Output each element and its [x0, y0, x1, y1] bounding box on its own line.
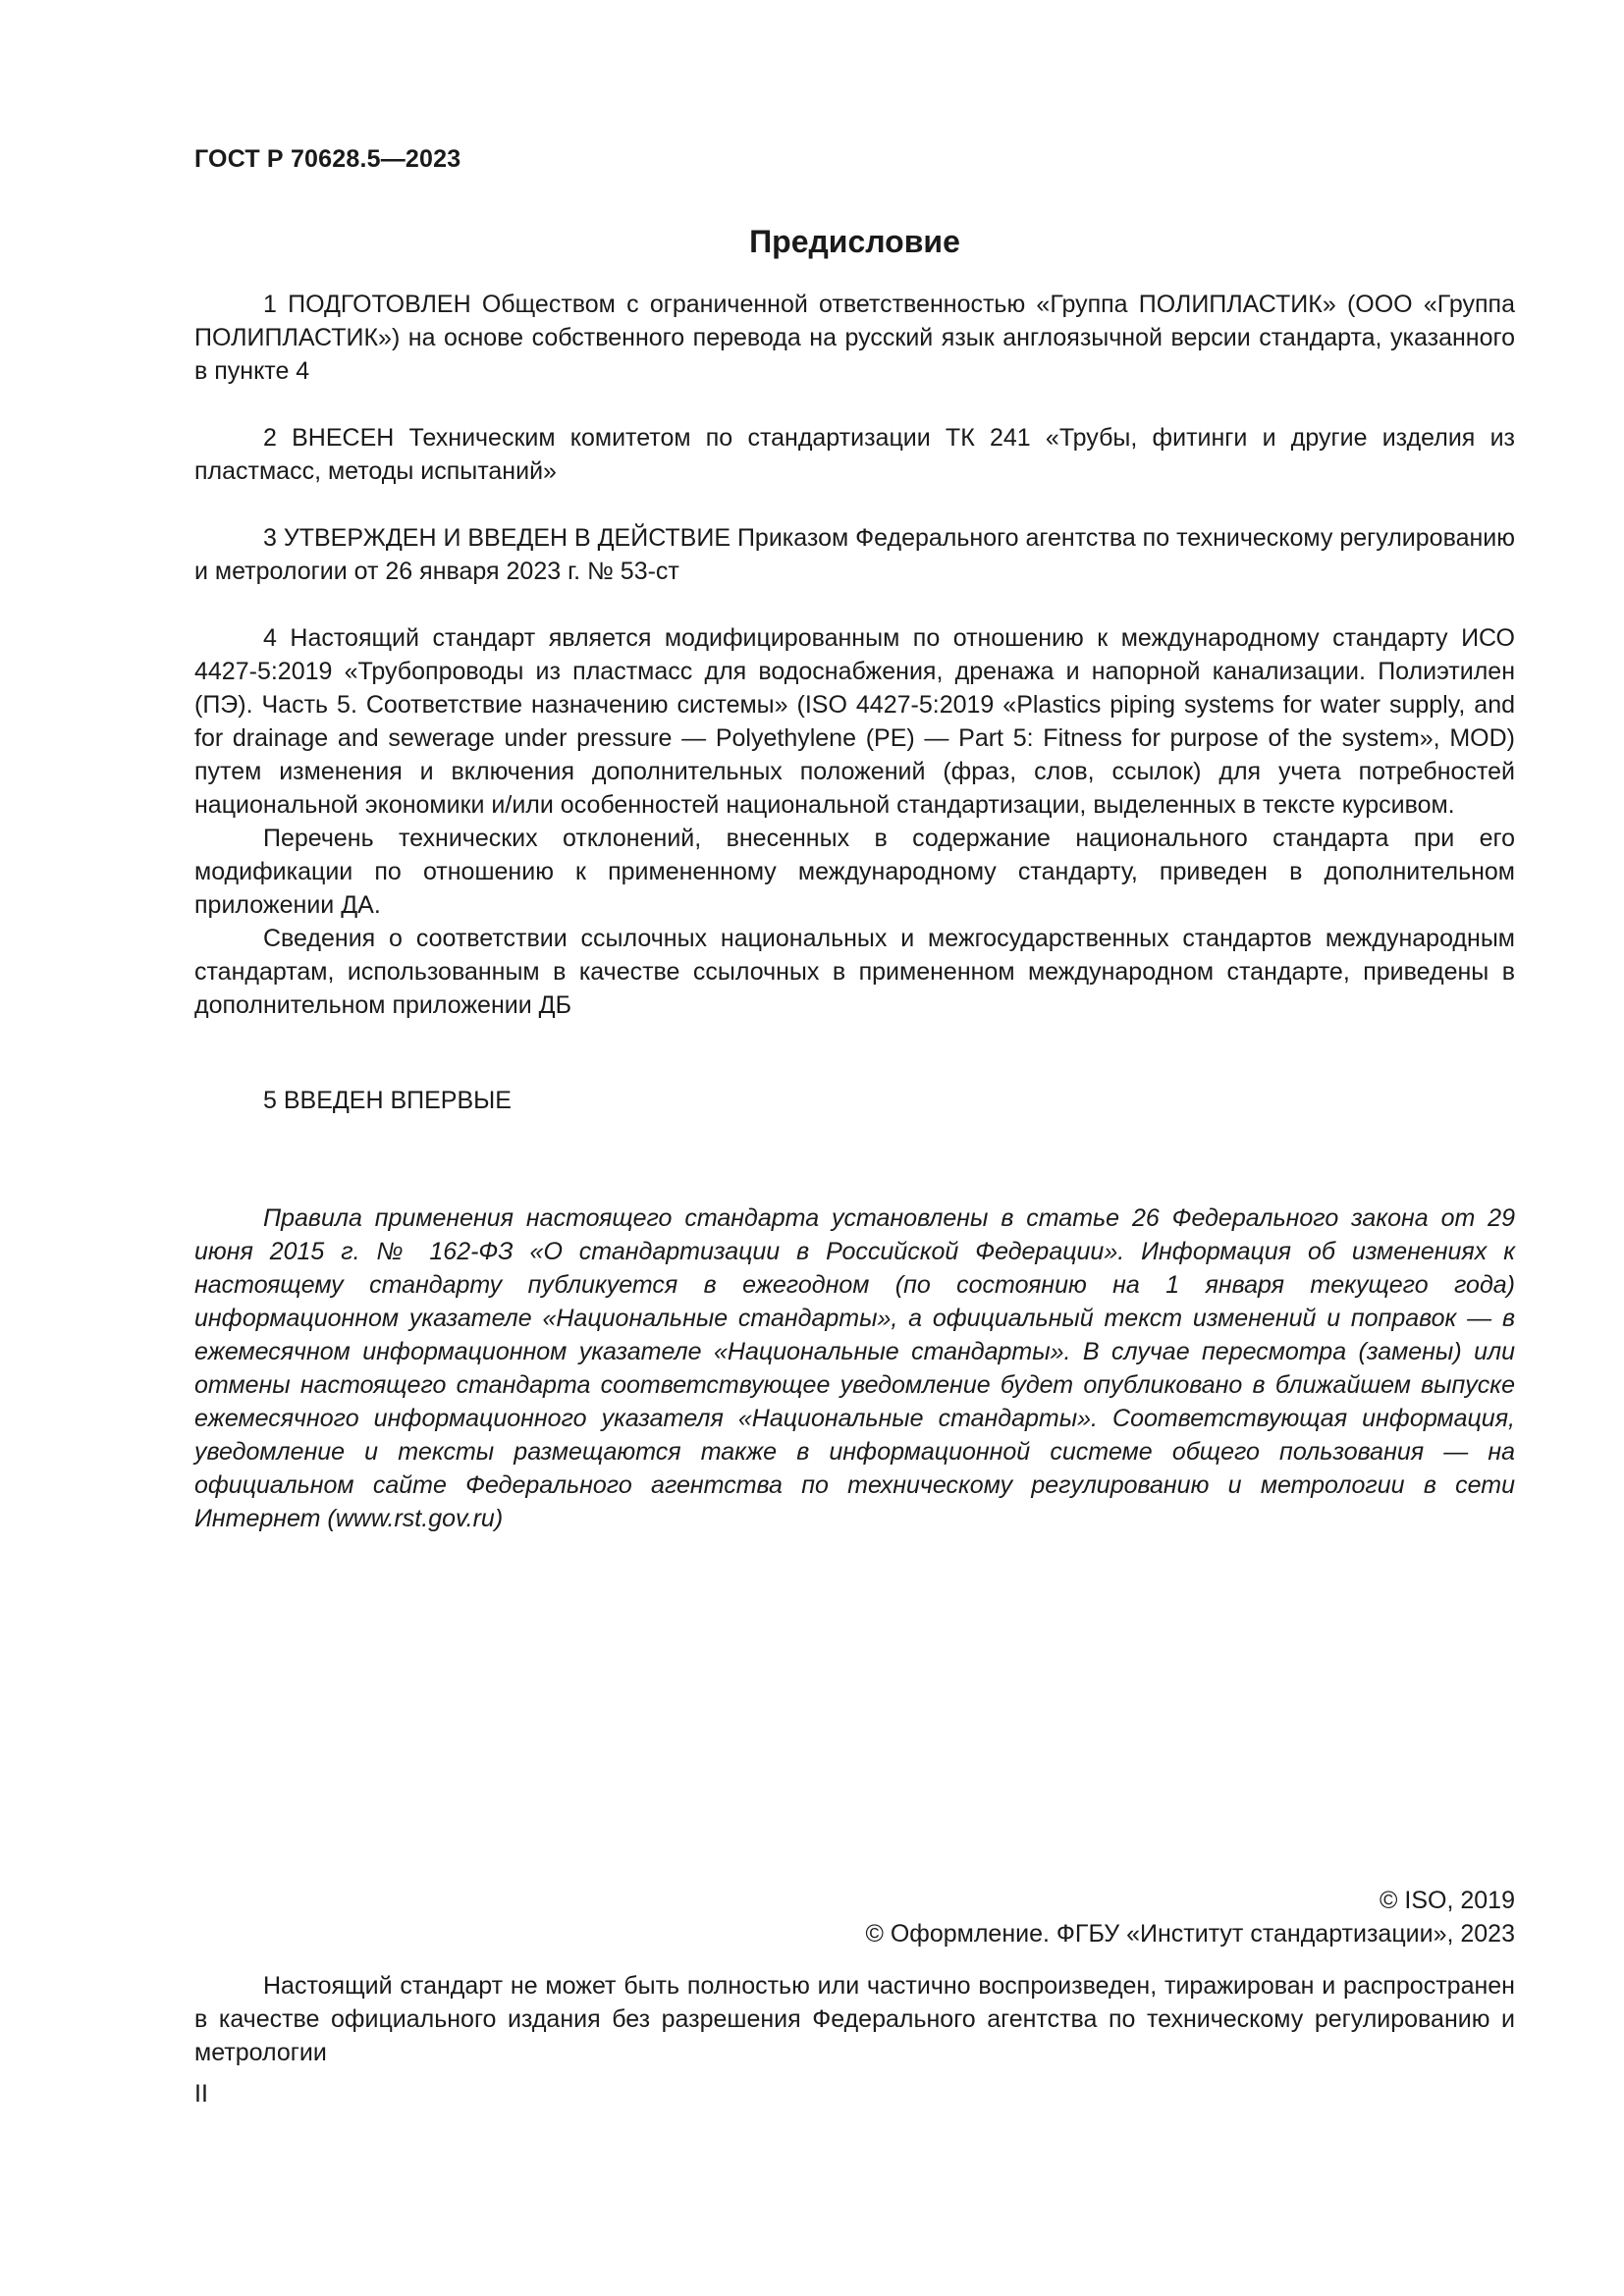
rules-notice	[194, 1201, 1515, 1535]
copyright-block	[194, 1884, 1515, 1950]
preface-item-1-text: 1 ПОДГОТОВЛЕН Обществом с ограниченной ответственностью «Группа ПОЛИПЛАСТИК» (ООО «Группа ПОЛИПЛАСТИК») на основе собственного перевода на русский язык англоязычной версии стандарта, указанного в пункте 4	[194, 291, 1515, 385]
reproduction-notice-text: Настоящий стандарт не может быть полностью или частично воспроизведен, тиражирован и распространен в качестве официального издания без разрешения Федерального агентства по техническому регулированию и метрологии	[194, 1972, 1515, 2066]
copyright-design: © Оформление. ФГБУ «Институт стандартизации», 2023	[865, 1920, 1515, 1948]
preface-item-2	[194, 421, 1515, 488]
reproduction-notice	[194, 1969, 1515, 2069]
preface-item-4-paragraph-1: 4 Настоящий стандарт является модифицированным по отношению к международному стандарту ИСО 4427-5:2019 «Трубопроводы из пластмасс для водоснабжения, дренажа и напорной канализации. Полиэтилен (ПЭ). Часть 5. Соответствие назначению системы» (ISO 4427-5:2019 «Plastics piping systems for water supply, and for drainage and sewerage under pressure — Polyethylene (PE) — Part 5: Fitness for purpose of the system», MOD) путем изменения и включения дополнительных положений (фраз, слов, ссылок) для учета потребностей национальной экономики и/или особенностей национальной стандартизации, выделенных в тексте курсивом.	[194, 624, 1515, 819]
preface-item-2-text: 2 ВНЕСЕН Техническим комитетом по стандартизации ТК 241 «Трубы, фитинги и другие изделия из пластмасс, методы испытаний»	[194, 424, 1515, 485]
preface-item-3	[194, 521, 1515, 588]
page-title: Предисловие	[749, 224, 960, 259]
rules-notice-text: Правила применения настоящего стандарта установлены в статье 26 Федерального закона от 29 июня 2015 г. № 162-ФЗ «О стандартизации в Российской Федерации». Информация об изменениях к настоящему стандарту публикуется в ежегодном (по состоянию на 1 января текущего года) информационном указателе «Национальные стандарты», а официальный текст изменений и поправок — в ежемесячном информационном указателе «Национальные стандарты». В случае пересмотра (замены) или отмены настоящего стандарта соответствующее уведомление будет опубликовано в ближайшем выпуске ежемесячного информационного указателя «Национальные стандарты». Соответствующая информация, уведомление и тексты размещаются также в информационной системе общего пользования — на официальном сайте Федерального агентства по техническому регулированию и метрологии в сети Интернет (www.rst.gov.ru)	[194, 1204, 1515, 1532]
preface-item-1	[194, 288, 1515, 388]
preface-item-5	[194, 1084, 1515, 1117]
preface-item-4	[194, 621, 1515, 1022]
preface-item-4-paragraph-3: Сведения о соответствии ссылочных национальных и межгосударственных стандартов международным стандартам, использованным в качестве ссылочных в примененном международном стандарте, приведены в дополнительном приложении ДБ	[194, 925, 1515, 1019]
document-number-header: ГОСТ Р 70628.5—2023	[194, 145, 461, 173]
page-number: II	[194, 2080, 208, 2108]
preface-item-3-text: 3 УТВЕРЖДЕН И ВВЕДЕН В ДЕЙСТВИЕ Приказом Федерального агентства по техническому регулированию и метрологии от 26 января 2023 г. № 53-ст	[194, 524, 1515, 585]
preface-item-5-text: 5 ВВЕДЕН ВПЕРВЫЕ	[263, 1087, 512, 1114]
preface-item-4-paragraph-2: Перечень технических отклонений, внесенных в содержание национального стандарта при его модификации по отношению к примененному международному стандарту, приведен в дополнительном приложении ДА.	[194, 825, 1515, 919]
copyright-iso: © ISO, 2019	[1380, 1887, 1515, 1914]
